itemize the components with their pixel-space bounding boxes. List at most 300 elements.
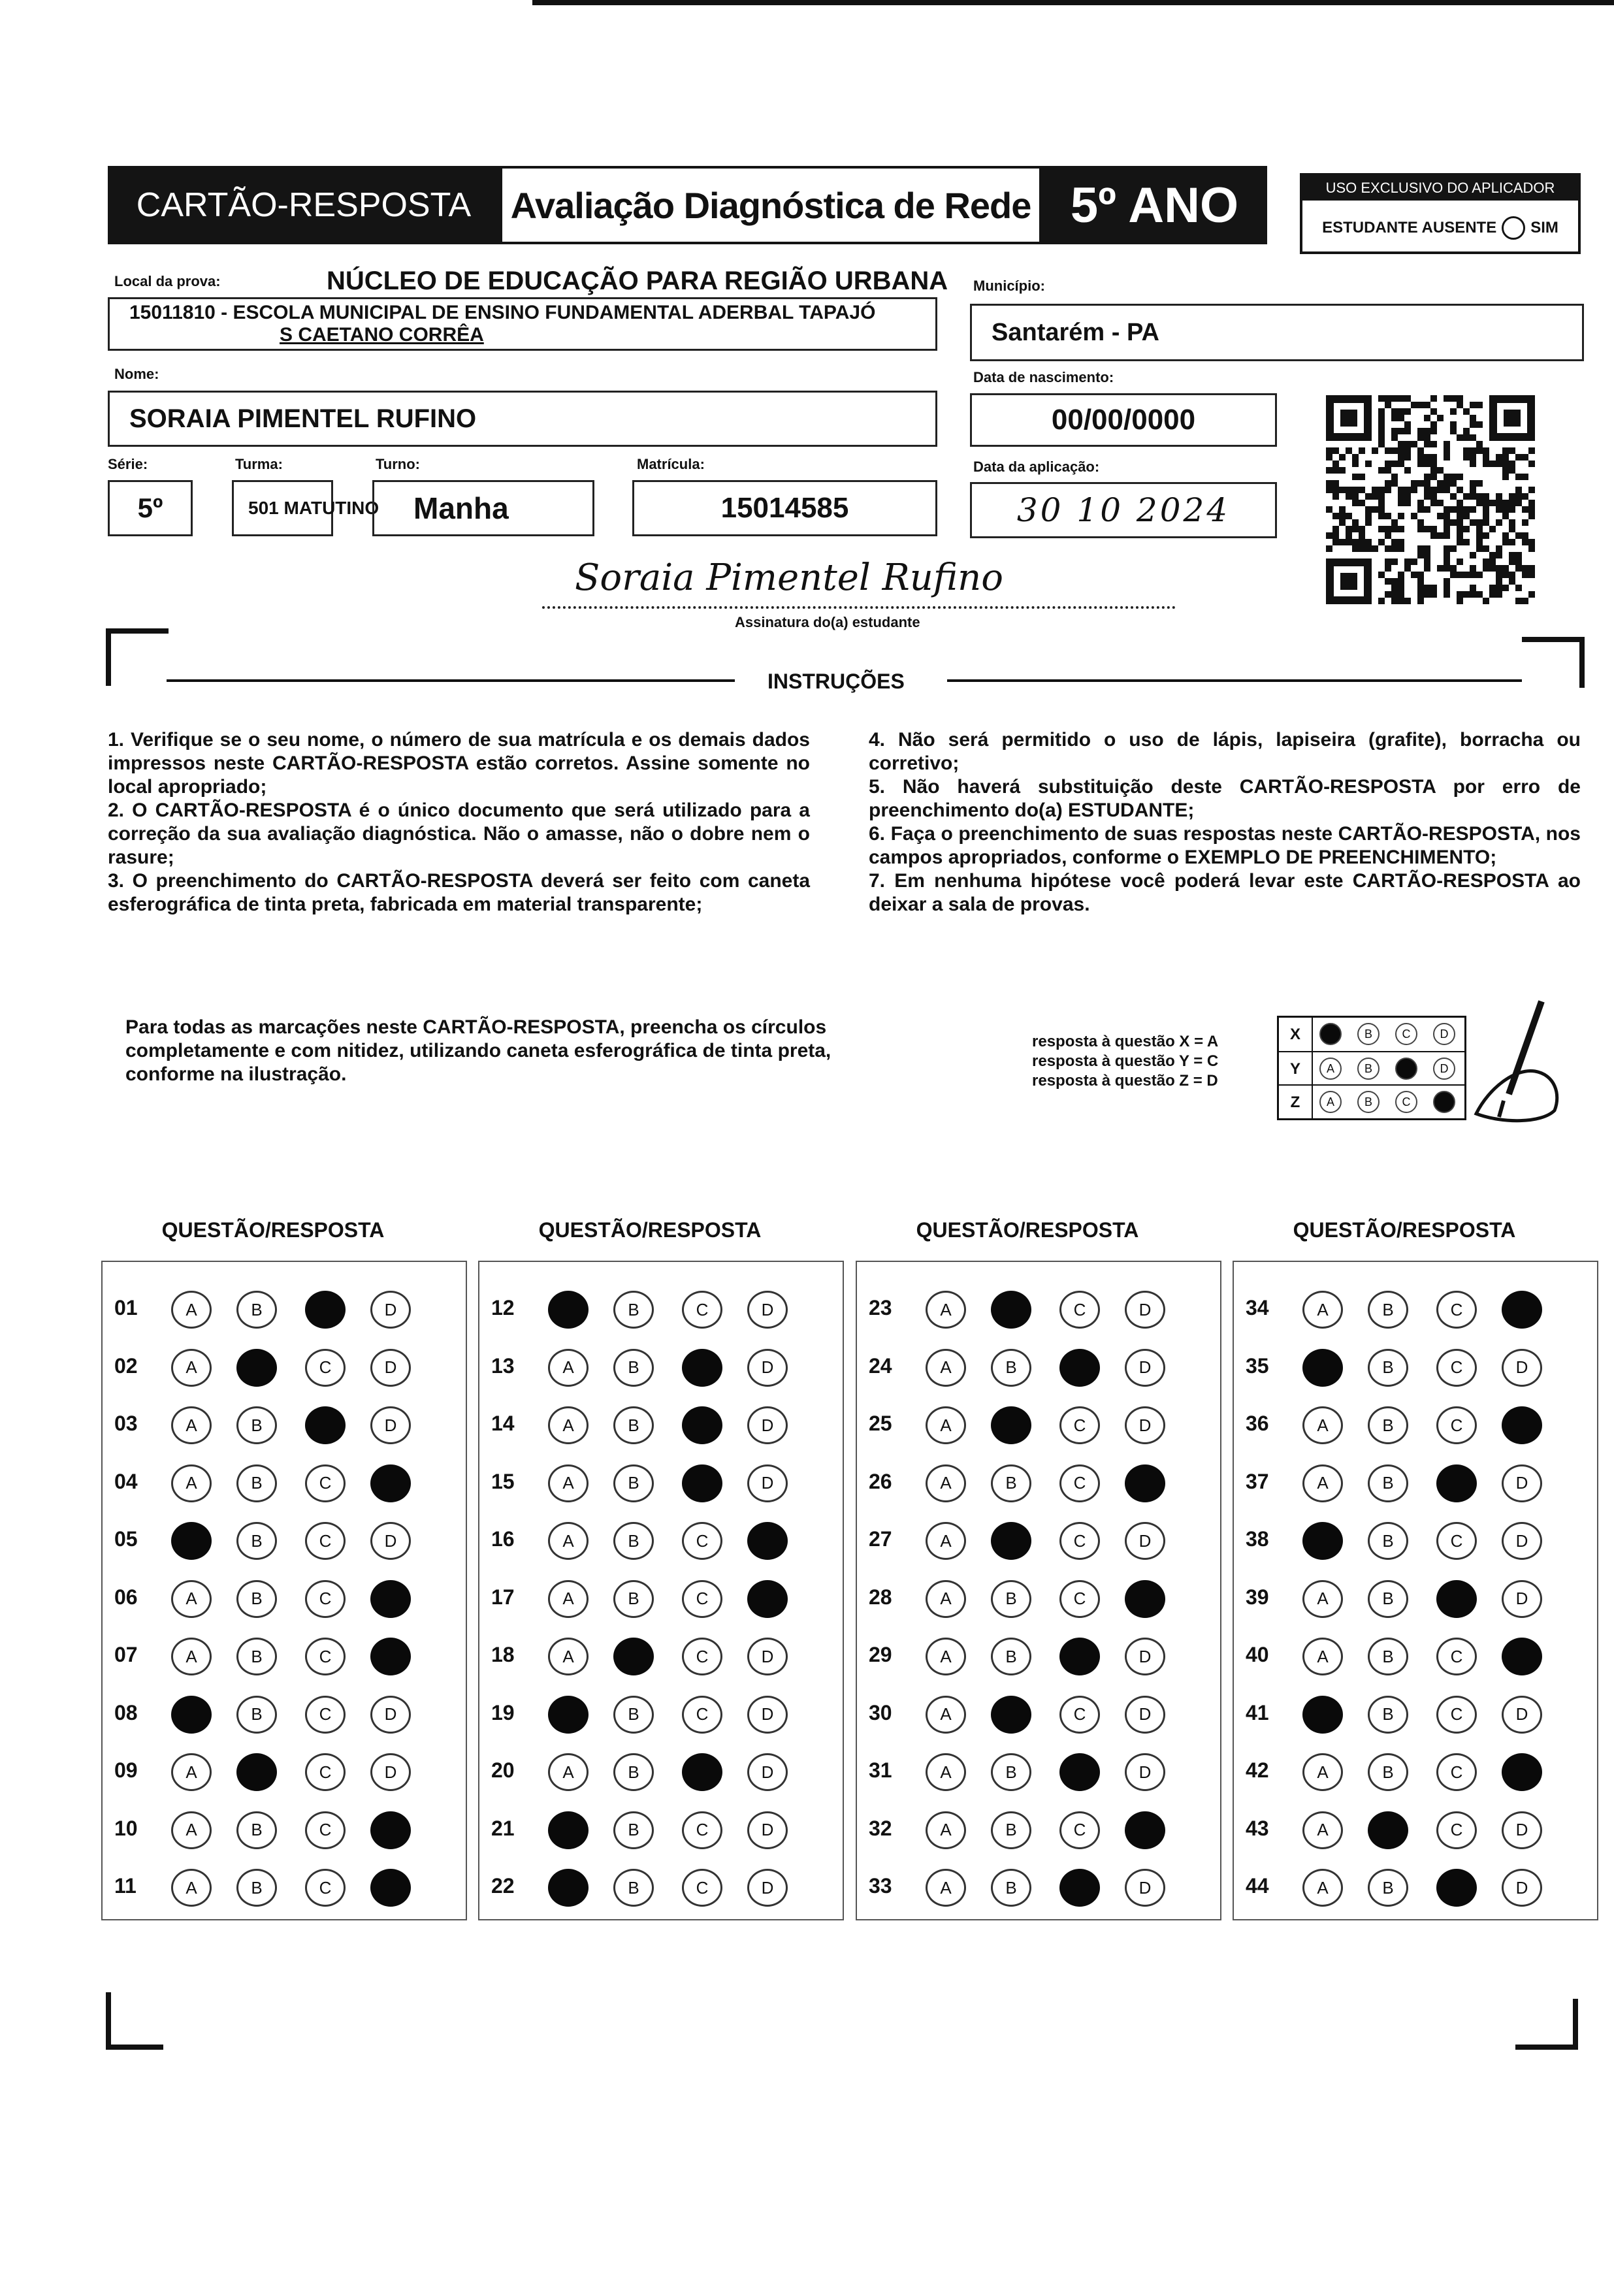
answer-bubble-c[interactable]: C [305, 1869, 346, 1907]
answer-bubble-d[interactable]: D [1502, 1869, 1542, 1907]
answer-bubble-b[interactable] [991, 1291, 1031, 1329]
question-number: 40 [1246, 1643, 1269, 1666]
answer-column-1 [101, 1261, 467, 1920]
answer-bubble-b[interactable]: B [613, 1696, 654, 1734]
answer-bubble-c[interactable] [305, 1291, 346, 1329]
question-row [857, 1860, 1220, 1912]
question-number: 03 [114, 1412, 138, 1435]
answer-bubble-c[interactable]: C [305, 1522, 346, 1560]
answer-bubble-b[interactable]: B [991, 1811, 1031, 1849]
question-number: 01 [114, 1296, 138, 1319]
instruction-5: 5. Não haverá substituição deste CARTÃO-RESPOSTA por erro de preenchimento do(a) ESTUDANTE; [869, 776, 1581, 821]
answer-bubble-c[interactable]: C [1436, 1522, 1477, 1560]
answer-bubble-a[interactable] [1302, 1349, 1343, 1387]
turno-field: Manha [372, 480, 594, 536]
question-row [1234, 1513, 1597, 1565]
answer-bubble-d[interactable] [1125, 1811, 1165, 1849]
example-bubble-d: D [1433, 1058, 1455, 1080]
answer-bubble-b[interactable]: B [1368, 1580, 1408, 1618]
answer-bubble-c[interactable]: C [305, 1696, 346, 1734]
answer-bubble-d[interactable] [1502, 1638, 1542, 1675]
example-row [1279, 1018, 1464, 1051]
answer-bubble-b[interactable]: B [1368, 1696, 1408, 1734]
question-number: 04 [114, 1469, 138, 1493]
question-number: 39 [1246, 1585, 1269, 1609]
birth-label: Data de nascimento: [973, 369, 1114, 385]
answer-bubble-b[interactable]: B [613, 1753, 654, 1791]
answer-bubble-c[interactable]: C [305, 1580, 346, 1618]
question-row [103, 1340, 466, 1392]
answer-bubble-c[interactable]: C [1436, 1349, 1477, 1387]
question-row [857, 1687, 1220, 1739]
answer-bubble-b[interactable]: B [236, 1580, 277, 1618]
answer-bubble-b[interactable]: B [236, 1696, 277, 1734]
answer-bubble-c[interactable]: C [682, 1696, 722, 1734]
question-number: 36 [1246, 1412, 1269, 1435]
answer-bubble-d[interactable]: D [370, 1406, 411, 1444]
answer-bubble-a[interactable]: A [548, 1522, 589, 1560]
answer-bubble-a[interactable]: A [926, 1811, 966, 1849]
answer-bubble-c[interactable] [1436, 1580, 1477, 1618]
answer-bubble-a[interactable]: A [926, 1638, 966, 1675]
answer-bubble-c[interactable]: C [682, 1522, 722, 1560]
answer-bubble-b[interactable]: B [613, 1522, 654, 1560]
answer-column-2 [478, 1261, 844, 1920]
answer-bubble-b[interactable]: B [236, 1464, 277, 1502]
applicator-box [1300, 173, 1581, 254]
answer-bubble-c[interactable]: C [682, 1291, 722, 1329]
question-row [103, 1397, 466, 1449]
answer-bubble-c[interactable] [682, 1349, 722, 1387]
answer-bubble-b[interactable]: B [613, 1869, 654, 1907]
question-row [1234, 1340, 1597, 1392]
school-line-2: S CAETANO CORRÊA [280, 324, 484, 346]
answer-bubble-c[interactable] [1059, 1638, 1100, 1675]
answer-bubble-b[interactable]: B [236, 1811, 277, 1849]
answer-bubble-d[interactable] [747, 1522, 788, 1560]
question-number: 16 [491, 1527, 515, 1551]
answer-bubble-c[interactable]: C [1059, 1580, 1100, 1618]
question-row [1234, 1802, 1597, 1854]
birth-field: 00/00/0000 [970, 393, 1277, 447]
question-row [103, 1571, 466, 1623]
example-bubble-a: A [1319, 1058, 1342, 1080]
question-number: 31 [869, 1758, 892, 1782]
answer-bubble-b[interactable]: B [613, 1464, 654, 1502]
answer-bubble-c[interactable]: C [682, 1580, 722, 1618]
question-number: 28 [869, 1585, 892, 1609]
question-number: 27 [869, 1527, 892, 1551]
example-row [1279, 1084, 1464, 1119]
instructions-right-column [869, 728, 1581, 916]
answer-bubble-a[interactable]: A [1302, 1464, 1343, 1502]
answer-bubble-a[interactable]: A [926, 1522, 966, 1560]
answer-bubble-d[interactable]: D [1502, 1580, 1542, 1618]
answer-bubble-b[interactable]: B [236, 1638, 277, 1675]
answer-bubble-d[interactable] [747, 1580, 788, 1618]
question-row [479, 1628, 843, 1681]
marking-note: Para todas as marcações neste CARTÃO-RESPOSTA, preencha os círculos completamente e com nitidez, utilizando caneta esferográfica de tinta preta, conforme na ilustração. [125, 1016, 831, 1085]
answer-bubble-b[interactable]: B [236, 1522, 277, 1560]
answer-bubble-a[interactable]: A [1302, 1580, 1343, 1618]
answer-bubble-d[interactable]: D [747, 1464, 788, 1502]
answer-bubble-b[interactable]: B [991, 1580, 1031, 1618]
answer-bubble-a[interactable]: A [1302, 1811, 1343, 1849]
answer-bubble-b[interactable] [991, 1696, 1031, 1734]
answer-bubble-d[interactable] [1125, 1580, 1165, 1618]
answer-bubble-d[interactable]: D [1502, 1349, 1542, 1387]
answer-bubble-a[interactable] [171, 1522, 212, 1560]
answer-bubble-a[interactable] [548, 1869, 589, 1907]
answer-bubble-b[interactable]: B [991, 1869, 1031, 1907]
application-date-field: 30 10 2024 [970, 482, 1277, 538]
answer-bubble-a[interactable]: A [1302, 1406, 1343, 1444]
card-title: CARTÃO-RESPOSTA [108, 166, 500, 244]
answer-bubble-c[interactable]: C [1436, 1638, 1477, 1675]
question-number: 12 [491, 1296, 515, 1319]
answer-bubble-d[interactable]: D [370, 1522, 411, 1560]
question-number: 44 [1246, 1874, 1269, 1898]
answer-bubble-a[interactable]: A [926, 1696, 966, 1734]
matricula-field: 15014585 [632, 480, 937, 536]
answer-bubble-b[interactable]: B [1368, 1291, 1408, 1329]
question-column-title-1: QUESTÃO/RESPOSTA [161, 1218, 385, 1242]
answer-bubble-a[interactable]: A [548, 1638, 589, 1675]
answer-bubble-d[interactable]: D [1502, 1811, 1542, 1849]
answer-bubble-c[interactable]: C [305, 1811, 346, 1849]
answer-bubble-c[interactable]: C [1059, 1696, 1100, 1734]
filling-example-grid [1277, 1016, 1466, 1120]
instruction-7: 7. Em nenhuma hipótese você poderá levar este CARTÃO-RESPOSTA ao deixar a sala de provas. [869, 870, 1581, 915]
question-row [103, 1282, 466, 1334]
question-row [479, 1397, 843, 1449]
instruction-1: 1. Verifique se o seu nome, o número de sua matrícula e os demais dados impressos neste CARTÃO-RESPOSTA estão corretos. Assine somente no local apropriado; [108, 729, 810, 798]
answer-bubble-c[interactable]: C [305, 1464, 346, 1502]
answer-bubble-a[interactable]: A [926, 1869, 966, 1907]
question-row [479, 1571, 843, 1623]
answer-bubble-b[interactable]: B [991, 1638, 1031, 1675]
qr-code-icon [1326, 395, 1535, 604]
answer-bubble-b[interactable]: B [991, 1464, 1031, 1502]
answer-bubble-a[interactable]: A [1302, 1291, 1343, 1329]
answer-bubble-c[interactable] [682, 1753, 722, 1791]
answer-bubble-b[interactable]: B [236, 1406, 277, 1444]
question-row [857, 1455, 1220, 1508]
answer-bubble-d[interactable] [1502, 1753, 1542, 1791]
corner-mark-bottom-left [106, 1992, 163, 2050]
question-row [103, 1455, 466, 1508]
turma-label: Turma: [235, 456, 283, 472]
answer-bubble-b[interactable] [236, 1349, 277, 1387]
question-row [1234, 1744, 1597, 1796]
answer-bubble-a[interactable]: A [548, 1406, 589, 1444]
answer-bubble-c[interactable] [1436, 1869, 1477, 1907]
answer-bubble-b[interactable]: B [1368, 1464, 1408, 1502]
answer-bubble-c[interactable]: C [1436, 1406, 1477, 1444]
answer-bubble-c[interactable]: C [1436, 1811, 1477, 1849]
answer-bubble-c[interactable]: C [1436, 1753, 1477, 1791]
answer-bubble-b[interactable]: B [1368, 1349, 1408, 1387]
answer-bubble-d[interactable]: D [747, 1349, 788, 1387]
question-row [479, 1860, 843, 1912]
answer-bubble-d[interactable]: D [1125, 1753, 1165, 1791]
answer-bubble-d[interactable] [370, 1638, 411, 1675]
answer-bubble-c[interactable]: C [1436, 1291, 1477, 1329]
answer-bubble-b[interactable] [236, 1753, 277, 1791]
answer-bubble-a[interactable] [548, 1696, 589, 1734]
answer-bubble-a[interactable]: A [548, 1753, 589, 1791]
answer-bubble-d[interactable] [1502, 1291, 1542, 1329]
answer-bubble-a[interactable]: A [926, 1464, 966, 1502]
answer-bubble-c[interactable] [1059, 1753, 1100, 1791]
answer-bubble-d[interactable]: D [370, 1753, 411, 1791]
question-number: 13 [491, 1353, 515, 1378]
answer-bubble-a[interactable] [548, 1811, 589, 1849]
answer-bubble-d[interactable]: D [1125, 1291, 1165, 1329]
answer-bubble-b[interactable]: B [991, 1349, 1031, 1387]
answer-bubble-d[interactable]: D [1125, 1696, 1165, 1734]
question-number: 21 [491, 1816, 515, 1840]
example-bubble-d [1433, 1091, 1455, 1113]
answer-bubble-d[interactable] [370, 1811, 411, 1849]
question-number: 35 [1246, 1353, 1269, 1378]
answer-bubble-d[interactable]: D [747, 1753, 788, 1791]
answer-bubble-d[interactable]: D [1502, 1464, 1542, 1502]
answer-bubble-d[interactable]: D [1502, 1696, 1542, 1734]
question-number: 41 [1246, 1700, 1269, 1724]
serie-field: 5º [108, 480, 193, 536]
local-label: Local da prova: [114, 273, 221, 289]
answer-bubble-a[interactable]: A [171, 1349, 212, 1387]
answer-bubble-a[interactable]: A [171, 1753, 212, 1791]
answer-bubble-d[interactable]: D [747, 1638, 788, 1675]
answer-bubble-c[interactable]: C [305, 1753, 346, 1791]
applicator-box-title: USO EXCLUSIVO DO APLICADOR [1302, 176, 1578, 201]
answer-bubble-d[interactable]: D [747, 1811, 788, 1849]
example-legend [1032, 1032, 1218, 1091]
answer-bubble-b[interactable]: B [1368, 1522, 1408, 1560]
answer-bubble-a[interactable]: A [171, 1811, 212, 1849]
instructions-left-column [108, 728, 810, 916]
answer-bubble-c[interactable] [305, 1406, 346, 1444]
answer-bubble-c[interactable]: C [1436, 1696, 1477, 1734]
answer-bubble-b[interactable] [991, 1522, 1031, 1560]
question-row [479, 1340, 843, 1392]
answer-bubble-a[interactable]: A [171, 1580, 212, 1618]
question-row [1234, 1455, 1597, 1508]
corner-mark-top-right [1522, 637, 1585, 688]
pen-hand-icon [1463, 996, 1568, 1127]
question-row [857, 1628, 1220, 1681]
answer-bubble-c[interactable]: C [1059, 1464, 1100, 1502]
school-field [108, 297, 937, 351]
answer-bubble-d[interactable]: D [1125, 1638, 1165, 1675]
answer-bubble-b[interactable] [1368, 1811, 1408, 1849]
answer-bubble-a[interactable]: A [548, 1349, 589, 1387]
answer-bubble-c[interactable] [682, 1464, 722, 1502]
answer-bubble-d[interactable]: D [370, 1291, 411, 1329]
example-line-z: resposta à questão Z = D [1032, 1072, 1218, 1090]
nucleus-name: NÚCLEO DE EDUCAÇÃO PARA REGIÃO URBANA [327, 267, 948, 295]
exam-title: Avaliação Diagnóstica de Rede [500, 166, 1042, 244]
instruction-3: 3. O preenchimento do CARTÃO-RESPOSTA deverá ser feito com caneta esferográfica de tinta preta, fabricada em material transparente; [108, 870, 810, 915]
answer-bubble-c[interactable]: C [682, 1638, 722, 1675]
answer-bubble-a[interactable] [548, 1291, 589, 1329]
question-row [479, 1513, 843, 1565]
turno-label: Turno: [376, 456, 421, 472]
answer-bubble-b[interactable]: B [613, 1580, 654, 1618]
question-number: 06 [114, 1585, 138, 1609]
instruction-6: 6. Faça o preenchimento de suas respostas neste CARTÃO-RESPOSTA, nos campos apropriados, conforme o EXEMPLO DE PREENCHIMENTO; [869, 823, 1581, 868]
question-row [857, 1802, 1220, 1854]
grade-badge: 5º ANO [1042, 166, 1267, 244]
matricula-label: Matrícula: [637, 456, 705, 472]
answer-bubble-c[interactable] [1059, 1349, 1100, 1387]
answer-bubble-b[interactable]: B [613, 1291, 654, 1329]
example-line-x: resposta à questão X = A [1032, 1033, 1219, 1050]
answer-bubble-d[interactable] [370, 1464, 411, 1502]
question-number: 33 [869, 1874, 892, 1898]
answer-bubble-a[interactable]: A [1302, 1753, 1343, 1791]
answer-bubble-a[interactable]: A [1302, 1869, 1343, 1907]
question-number: 37 [1246, 1469, 1269, 1493]
question-row [479, 1455, 843, 1508]
answer-bubble-a[interactable]: A [926, 1291, 966, 1329]
example-row [1279, 1051, 1464, 1086]
example-bubble-b: B [1357, 1023, 1380, 1045]
answer-bubble-b[interactable]: B [991, 1753, 1031, 1791]
answer-bubble-b[interactable]: B [1368, 1406, 1408, 1444]
question-number: 17 [491, 1585, 515, 1609]
answer-bubble-d[interactable]: D [1125, 1522, 1165, 1560]
answer-column-3 [856, 1261, 1221, 1920]
answer-bubble-d[interactable]: D [370, 1696, 411, 1734]
answer-bubble-b[interactable]: B [613, 1406, 654, 1444]
example-bubble-b: B [1357, 1091, 1380, 1113]
corner-mark-top-left [106, 628, 169, 686]
answer-bubble-a[interactable]: A [926, 1406, 966, 1444]
answer-bubble-a[interactable]: A [171, 1869, 212, 1907]
answer-bubble-b[interactable]: B [613, 1811, 654, 1849]
answer-bubble-b[interactable]: B [613, 1349, 654, 1387]
question-row [857, 1571, 1220, 1623]
answer-bubble-a[interactable]: A [548, 1580, 589, 1618]
answer-bubble-d[interactable]: D [747, 1406, 788, 1444]
answer-bubble-c[interactable]: C [305, 1638, 346, 1675]
municipality-label: Município: [973, 278, 1045, 294]
answer-bubble-b[interactable]: B [1368, 1638, 1408, 1675]
answer-bubble-d[interactable]: D [370, 1349, 411, 1387]
answer-bubble-c[interactable]: C [682, 1811, 722, 1849]
answer-bubble-a[interactable] [171, 1696, 212, 1734]
answer-bubble-a[interactable]: A [171, 1291, 212, 1329]
absent-label: ESTUDANTE AUSENTE [1322, 219, 1497, 236]
answer-bubble-b[interactable] [613, 1638, 654, 1675]
answer-bubble-d[interactable]: D [1125, 1869, 1165, 1907]
absent-option: SIM [1530, 219, 1558, 236]
question-number: 20 [491, 1758, 515, 1782]
answer-bubble-a[interactable]: A [1302, 1638, 1343, 1675]
answer-bubble-c[interactable]: C [1059, 1291, 1100, 1329]
answer-bubble-a[interactable]: A [171, 1406, 212, 1444]
answer-bubble-d[interactable]: D [1502, 1522, 1542, 1560]
answer-bubble-c[interactable] [1059, 1869, 1100, 1907]
answer-bubble-d[interactable]: D [1125, 1406, 1165, 1444]
answer-bubble-a[interactable]: A [171, 1638, 212, 1675]
question-row [857, 1744, 1220, 1796]
question-number: 23 [869, 1296, 892, 1319]
answer-bubble-c[interactable]: C [1059, 1522, 1100, 1560]
question-number: 38 [1246, 1527, 1269, 1551]
answer-bubble-a[interactable] [1302, 1522, 1343, 1560]
question-number: 15 [491, 1469, 515, 1493]
instructions-title: INSTRUÇÕES [767, 670, 905, 693]
answer-bubble-a[interactable]: A [926, 1580, 966, 1618]
absent-row [1302, 204, 1578, 251]
answer-bubble-a[interactable] [1302, 1696, 1343, 1734]
signature-label: Assinatura do(a) estudante [735, 614, 920, 630]
answer-bubble-c[interactable] [682, 1406, 722, 1444]
example-row-label: Y [1279, 1052, 1313, 1086]
example-bubble-c: C [1395, 1091, 1417, 1113]
question-number: 18 [491, 1643, 515, 1666]
question-row [479, 1282, 843, 1334]
answer-bubble-a[interactable]: A [926, 1753, 966, 1791]
answer-bubble-b[interactable] [991, 1406, 1031, 1444]
answer-bubble-d[interactable] [1125, 1464, 1165, 1502]
answer-bubble-c[interactable]: C [682, 1869, 722, 1907]
answer-bubble-c[interactable]: C [305, 1349, 346, 1387]
instruction-2: 2. O CARTÃO-RESPOSTA é o único documento que será utilizado para a correção da sua avaliação diagnóstica. Não o amasse, não o dobre nem o rasure; [108, 800, 810, 868]
question-row [103, 1628, 466, 1681]
example-line-y: resposta à questão Y = C [1032, 1052, 1219, 1070]
answer-bubble-d[interactable] [1502, 1406, 1542, 1444]
question-number: 34 [1246, 1296, 1269, 1319]
answer-bubble-a[interactable]: A [926, 1349, 966, 1387]
answer-bubble-a[interactable]: A [548, 1464, 589, 1502]
question-row [1234, 1397, 1597, 1449]
answer-bubble-c[interactable] [1436, 1464, 1477, 1502]
answer-bubble-b[interactable]: B [1368, 1869, 1408, 1907]
absent-bubble[interactable] [1502, 216, 1525, 240]
question-row [1234, 1687, 1597, 1739]
answer-bubble-c[interactable]: C [1059, 1811, 1100, 1849]
question-number: 22 [491, 1874, 515, 1898]
answer-bubble-a[interactable]: A [171, 1464, 212, 1502]
answer-bubble-d[interactable] [370, 1580, 411, 1618]
question-number: 07 [114, 1643, 138, 1666]
question-row [479, 1687, 843, 1739]
answer-bubble-b[interactable]: B [236, 1869, 277, 1907]
answer-column-4 [1233, 1261, 1598, 1920]
answer-bubble-d[interactable]: D [747, 1696, 788, 1734]
top-edge-line [532, 0, 1614, 5]
answer-bubble-b[interactable]: B [236, 1291, 277, 1329]
question-number: 26 [869, 1469, 892, 1493]
answer-bubble-c[interactable]: C [1059, 1406, 1100, 1444]
answer-bubble-b[interactable]: B [1368, 1753, 1408, 1791]
answer-bubble-d[interactable]: D [747, 1291, 788, 1329]
answer-bubble-d[interactable]: D [1125, 1349, 1165, 1387]
application-date-label: Data da aplicação: [973, 459, 1100, 475]
answer-bubble-d[interactable] [370, 1869, 411, 1907]
instructions-rule-left [167, 679, 735, 682]
question-row [103, 1513, 466, 1565]
answer-bubble-d[interactable]: D [747, 1869, 788, 1907]
question-number: 14 [491, 1412, 515, 1435]
question-number: 24 [869, 1353, 892, 1378]
question-number: 19 [491, 1700, 515, 1724]
